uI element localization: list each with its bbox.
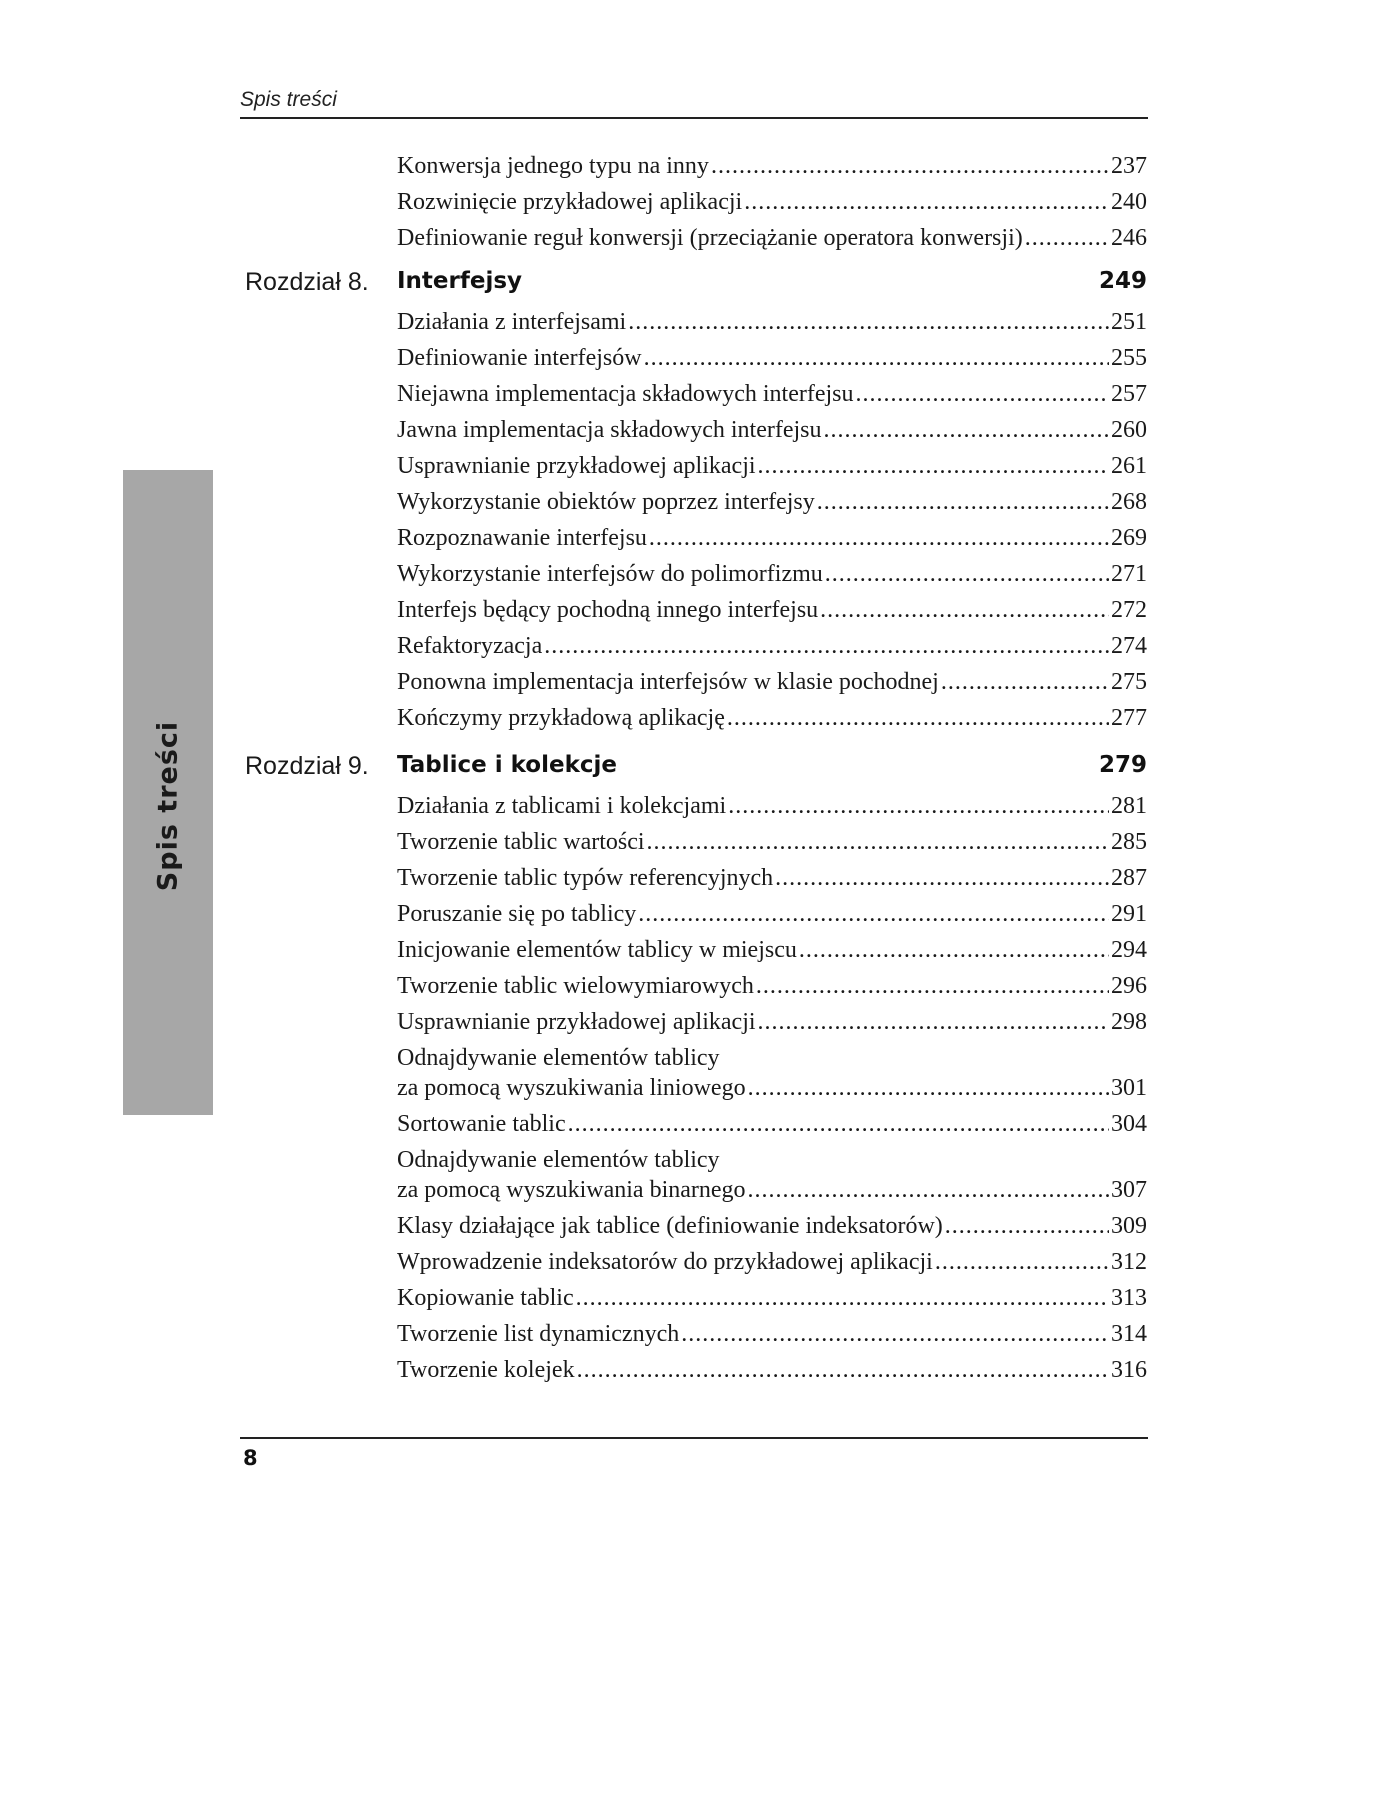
toc-entry[interactable]: [397, 703, 1147, 733]
dot-leader: [748, 1175, 1109, 1205]
entry-page: 312: [1111, 1249, 1147, 1275]
entry-title: Poruszanie się po tablicy: [397, 901, 637, 927]
dot-leader: [544, 631, 1109, 661]
dot-leader: [744, 187, 1109, 217]
entry-title-line1: Odnajdywanie elementów tablicy: [397, 1147, 720, 1173]
entry-title: Kopiowanie tablic: [397, 1285, 574, 1311]
toc-entry[interactable]: [397, 791, 1147, 821]
dot-leader: [644, 343, 1109, 373]
entry-title: Usprawnianie przykładowej aplikacji: [397, 453, 756, 479]
entry-page: 272: [1111, 597, 1147, 623]
entry-title: za pomocą wyszukiwania liniowego: [397, 1075, 746, 1101]
dot-leader: [728, 791, 1109, 821]
toc-entry[interactable]: [397, 1247, 1147, 1277]
chapter-title: Tablice i kolekcje: [397, 752, 617, 778]
dot-leader: [824, 415, 1109, 445]
entry-title: Tworzenie tablic wielowymiarowych: [397, 973, 754, 999]
entry-title: Tworzenie kolejek: [397, 1357, 575, 1383]
entry-page: 298: [1111, 1009, 1147, 1035]
dot-leader: [577, 1355, 1109, 1385]
entry-page: 274: [1111, 633, 1147, 659]
toc-entry[interactable]: [397, 307, 1147, 337]
dot-leader: [799, 935, 1109, 965]
chapter-heading[interactable]: [245, 268, 1147, 300]
dot-leader: [711, 151, 1109, 181]
entry-title: Klasy działające jak tablice (definiowanie indeksatorów): [397, 1213, 943, 1239]
entry-page: 287: [1111, 865, 1147, 891]
toc-entry[interactable]: [397, 1283, 1147, 1313]
dot-leader: [945, 1211, 1109, 1241]
entry-title: Tworzenie tablic wartości: [397, 829, 645, 855]
toc-entry[interactable]: [397, 379, 1147, 409]
dot-leader: [817, 487, 1109, 517]
toc-entry[interactable]: [397, 595, 1147, 625]
header-rule: [240, 117, 1148, 119]
toc-entry[interactable]: [397, 343, 1147, 373]
toc-entry[interactable]: [397, 1211, 1147, 1241]
chapter-heading[interactable]: [245, 752, 1147, 784]
toc-entry[interactable]: [397, 667, 1147, 697]
entry-page: 294: [1111, 937, 1147, 963]
entry-title: Działania z tablicami i kolekcjami: [397, 793, 727, 819]
toc-entry[interactable]: [397, 971, 1147, 1001]
entry-title: za pomocą wyszukiwania binarnego: [397, 1177, 746, 1203]
dot-leader: [681, 1319, 1109, 1349]
toc-entry[interactable]: [397, 1007, 1147, 1037]
dot-leader: [649, 523, 1109, 553]
entry-page: 313: [1111, 1285, 1147, 1311]
entry-page: 255: [1111, 345, 1147, 371]
dot-leader: [727, 703, 1109, 733]
toc-entry[interactable]: [397, 1043, 1147, 1103]
dot-leader: [758, 451, 1109, 481]
chapter-label: Rozdział 8.: [245, 268, 369, 296]
dot-leader: [825, 559, 1109, 589]
entry-page: 304: [1111, 1111, 1147, 1137]
entry-title: Rozpoznawanie interfejsu: [397, 525, 647, 551]
entry-page: 268: [1111, 489, 1147, 515]
entry-title: Tworzenie list dynamicznych: [397, 1321, 680, 1347]
entry-title: Definiowanie reguł konwersji (przeciążanie operatora konwersji): [397, 225, 1023, 251]
entry-page: 261: [1111, 453, 1147, 479]
dot-leader: [638, 899, 1109, 929]
entry-page: 269: [1111, 525, 1147, 551]
entry-page: 275: [1111, 669, 1147, 695]
entry-title: Usprawnianie przykładowej aplikacji: [397, 1009, 756, 1035]
entry-title: Wykorzystanie interfejsów do polimorfizmu: [397, 561, 823, 587]
entry-page: 271: [1111, 561, 1147, 587]
entry-page: 251: [1111, 309, 1147, 335]
entry-title: Działania z interfejsami: [397, 309, 627, 335]
dot-leader: [576, 1283, 1109, 1313]
entry-page: 281: [1111, 793, 1147, 819]
chapter-page: 249: [1098, 268, 1147, 294]
dot-leader: [568, 1109, 1109, 1139]
chapter-label: Rozdział 9.: [245, 752, 369, 780]
entry-page: 314: [1111, 1321, 1147, 1347]
dot-leader: [1025, 223, 1109, 253]
toc-entry[interactable]: [397, 1319, 1147, 1349]
entry-title: Konwersja jednego typu na inny: [397, 153, 709, 179]
toc-entry[interactable]: [397, 559, 1147, 589]
chapter-page: 279: [1098, 752, 1147, 778]
toc-entry[interactable]: [397, 1109, 1147, 1139]
toc-entry[interactable]: [397, 827, 1147, 857]
toc-entry[interactable]: [397, 631, 1147, 661]
toc-entry[interactable]: [397, 223, 1147, 253]
dot-leader: [820, 595, 1109, 625]
entry-title: Jawna implementacja składowych interfejsu: [397, 417, 822, 443]
toc-entry[interactable]: [397, 487, 1147, 517]
entry-title: Niejawna implementacja składowych interfejsu: [397, 381, 854, 407]
entry-page: 301: [1111, 1075, 1147, 1101]
entry-page: 260: [1111, 417, 1147, 443]
toc-entry[interactable]: [397, 1355, 1147, 1385]
entry-title: Tworzenie tablic typów referencyjnych: [397, 865, 774, 891]
entry-page: 316: [1111, 1357, 1147, 1383]
dot-leader: [775, 863, 1109, 893]
entry-page: 277: [1111, 705, 1147, 731]
dot-leader: [748, 1073, 1109, 1103]
entry-page: 291: [1111, 901, 1147, 927]
chapter-title: Interfejsy: [397, 268, 523, 294]
toc-entry[interactable]: [397, 523, 1147, 553]
entry-title: Definiowanie interfejsów: [397, 345, 642, 371]
dot-leader: [756, 971, 1109, 1001]
dot-leader: [758, 1007, 1109, 1037]
entry-page: 246: [1111, 225, 1147, 251]
entry-title: Rozwinięcie przykładowej aplikacji: [397, 189, 743, 215]
dot-leader: [941, 667, 1109, 697]
toc-entry[interactable]: [397, 415, 1147, 445]
entry-title: Wprowadzenie indeksatorów do przykładowej aplikacji: [397, 1249, 933, 1275]
entry-title: Inicjowanie elementów tablicy w miejscu: [397, 937, 797, 963]
entry-page: 240: [1111, 189, 1147, 215]
toc-entry[interactable]: [397, 935, 1147, 965]
entry-title: Sortowanie tablic: [397, 1111, 566, 1137]
entry-page: 257: [1111, 381, 1147, 407]
entry-page: 296: [1111, 973, 1147, 999]
dot-leader: [647, 827, 1109, 857]
running-head-title: Spis treści: [240, 88, 337, 111]
toc-entry[interactable]: [397, 187, 1147, 217]
dot-leader: [628, 307, 1109, 337]
entry-page: 307: [1111, 1177, 1147, 1203]
dot-leader: [935, 1247, 1109, 1277]
entry-page: 285: [1111, 829, 1147, 855]
entry-title-line1: Odnajdywanie elementów tablicy: [397, 1045, 720, 1071]
entry-title: Kończymy przykładową aplikację: [397, 705, 725, 731]
toc-entry[interactable]: [397, 863, 1147, 893]
toc-entry[interactable]: [397, 1145, 1147, 1205]
entry-title: Wykorzystanie obiektów poprzez interfejsy: [397, 489, 815, 515]
side-tab-label: Spis treści: [152, 720, 184, 892]
entry-title: Ponowna implementacja interfejsów w klasie pochodnej: [397, 669, 939, 695]
toc-entry[interactable]: [397, 451, 1147, 481]
dot-leader: [856, 379, 1109, 409]
entry-page: 237: [1111, 153, 1147, 179]
footer-rule: [240, 1437, 1148, 1439]
side-thumb-tab: [123, 470, 213, 1115]
toc-entry[interactable]: [397, 151, 1147, 181]
toc-entry[interactable]: [397, 899, 1147, 929]
entry-page: 309: [1111, 1213, 1147, 1239]
page-number: 8: [243, 1446, 258, 1470]
entry-title: Interfejs będący pochodną innego interfejsu: [397, 597, 819, 623]
entry-title: Refaktoryzacja: [397, 633, 543, 659]
